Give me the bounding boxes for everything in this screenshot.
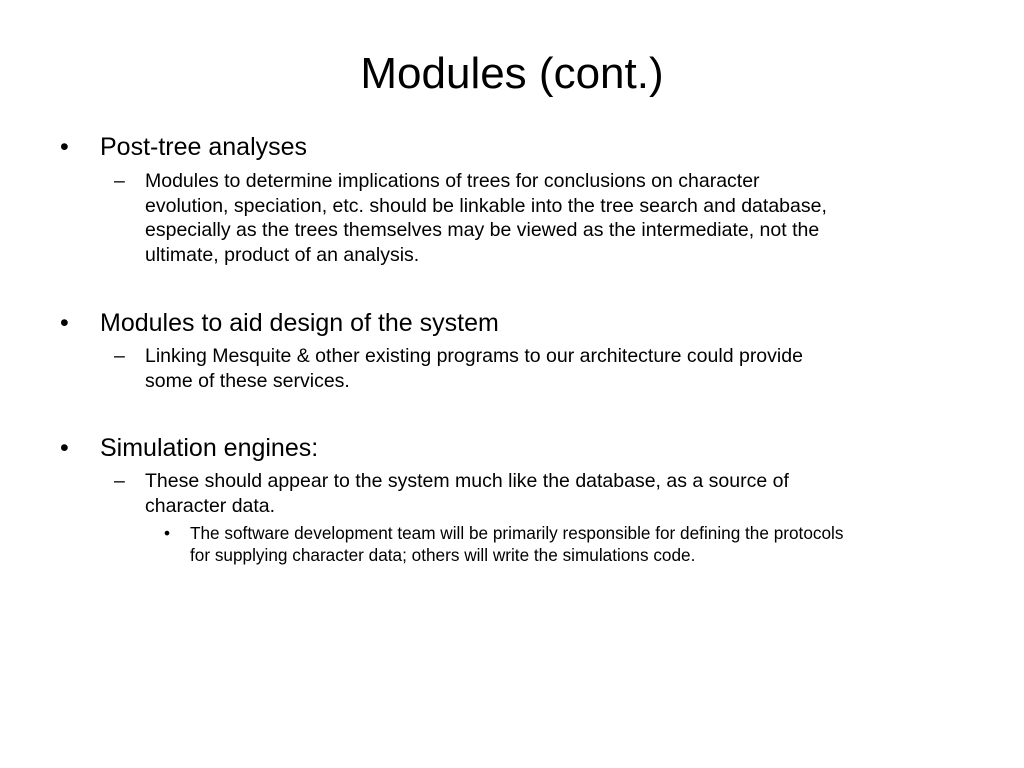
bullet-heading: Simulation engines:	[100, 434, 319, 462]
sub-item-text	[145, 469, 950, 518]
text-line: evolution, speciation, etc. should be linkable into the tree search and database,	[145, 194, 827, 217]
text-line: The software development team will be primarily responsible for defining the protocols	[190, 523, 844, 543]
dash-icon: –	[114, 345, 125, 367]
bullet-icon: •	[164, 523, 171, 543]
text-line: ultimate, product of an analysis.	[145, 244, 420, 267]
sub-sub-item-text	[190, 523, 960, 566]
sub-item-text	[145, 169, 950, 268]
bullet-heading: Post-tree analyses	[100, 133, 308, 161]
dash-icon: –	[114, 170, 125, 192]
dash-icon: –	[114, 470, 125, 492]
text-line: These should appear to the system much like the database, as a source of	[145, 470, 789, 492]
sub-item-text	[145, 344, 950, 393]
text-line: character data.	[145, 494, 276, 517]
bullet-icon: •	[60, 309, 69, 337]
text-line: for supplying character data; others will write the simulations code.	[190, 544, 696, 565]
bullet-icon: •	[60, 133, 69, 161]
text-line: especially as the trees themselves may be viewed as the intermediate, not the	[145, 219, 820, 242]
text-line: some of these services.	[145, 369, 350, 392]
text-line: Modules to determine implications of trees for conclusions on character	[145, 170, 760, 192]
bullet-icon: •	[60, 434, 69, 462]
bullet-heading: Modules to aid design of the system	[100, 309, 499, 337]
slide-title: Modules (cont.)	[360, 49, 664, 98]
text-line: Linking Mesquite & other existing programs to our architecture could provide	[145, 345, 803, 367]
